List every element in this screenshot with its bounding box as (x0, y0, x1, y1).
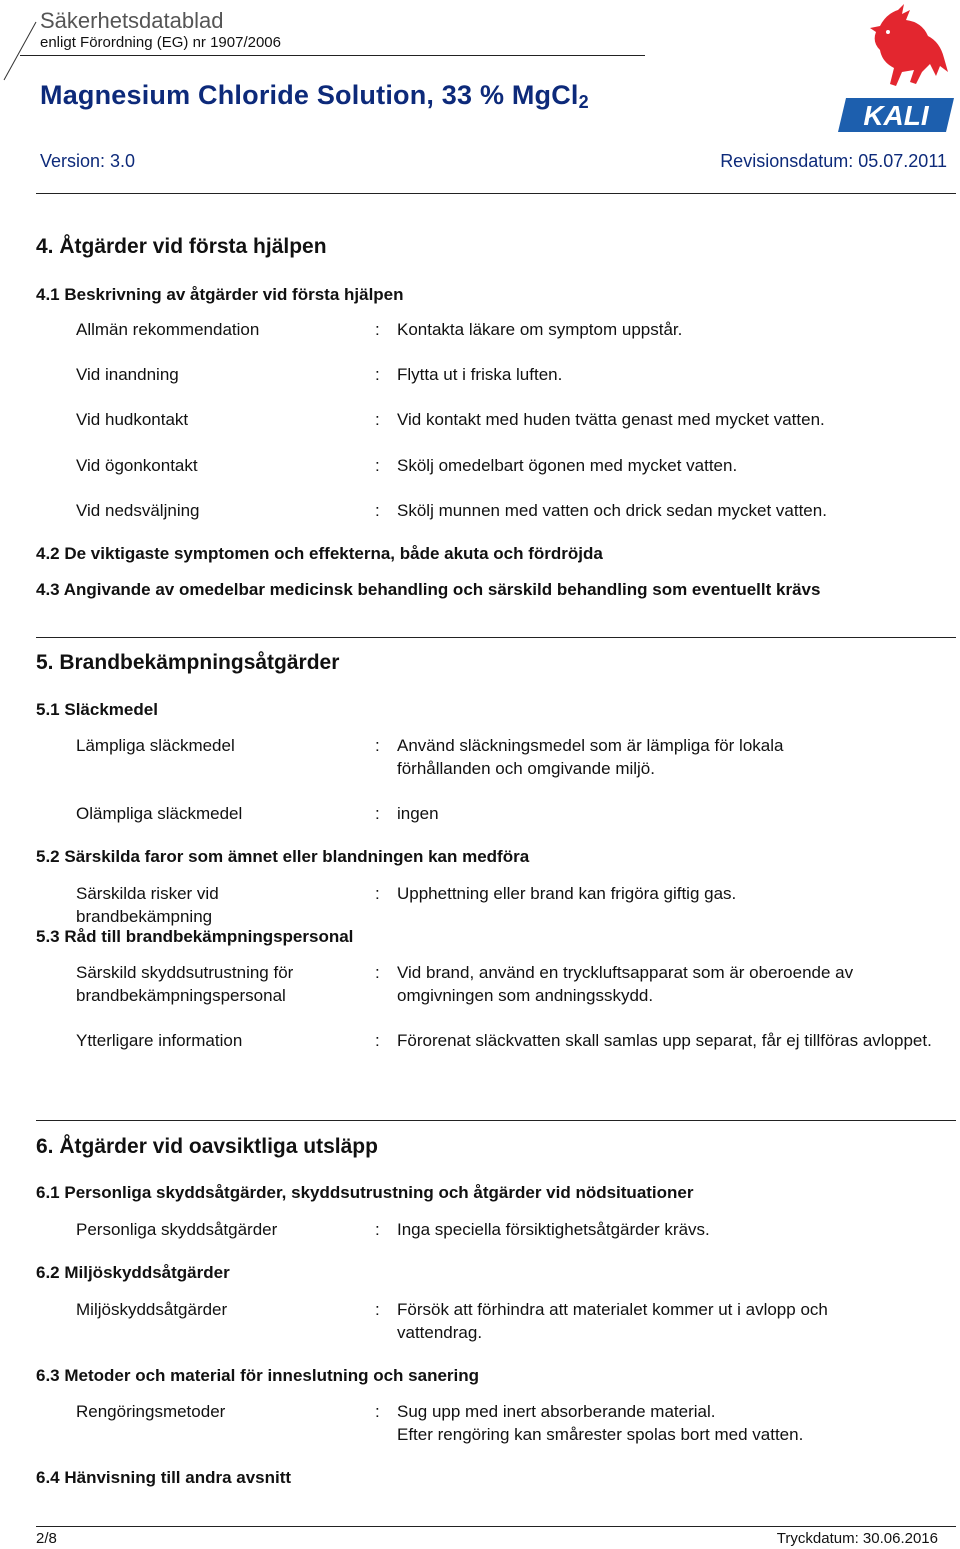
section-6-4-title: 6.4 Hänvisning till andra avsnitt (36, 1468, 292, 1487)
field-colon: : (375, 456, 380, 475)
section-5-3-title: 5.3 Råd till brandbekämpningspersonal (36, 927, 354, 946)
field-colon: : (375, 736, 380, 755)
field-label: Miljöskyddsåtgärder (76, 1300, 228, 1319)
field-label: Särskilda risker vid brandbekämpning (76, 884, 219, 926)
field-colon: : (375, 1300, 380, 1319)
section-4-3-title: 4.3 Angivande av omedelbar medicinsk behandling och särskild behandling som eventuellt krävs (36, 580, 821, 599)
section-5-1-title: 5.1 Släckmedel (36, 700, 158, 719)
section-4-title: 4. Åtgärder vid första hjälpen (36, 235, 327, 258)
field-colon: : (375, 410, 380, 429)
field-label: Personliga skyddsåtgärder (76, 1220, 278, 1239)
field-colon: : (375, 365, 380, 384)
field-colon: : (375, 1220, 380, 1239)
field-label: Olämpliga släckmedel (76, 804, 243, 823)
field-value-continued: Efter rengöring kan smårester spolas bort med vatten. (397, 1425, 804, 1444)
print-date: Tryckdatum: 30.06.2016 (776, 1530, 938, 1547)
field-value: Vid kontakt med huden tvätta genast med mycket vatten. (397, 410, 825, 429)
document-type: Säkerhetsdatablad (40, 8, 224, 33)
section-6-2-title: 6.2 Miljöskyddsåtgärder (36, 1263, 230, 1282)
field-label: Särskild skyddsutrustning för brandbekämpningspersonal (76, 963, 294, 1005)
product-name-subscript: 2 (578, 92, 589, 112)
field-colon: : (375, 320, 380, 339)
field-value: Inga speciella försiktighetsåtgärder krävs. (397, 1220, 710, 1239)
section-6-title: 6. Åtgärder vid oavsiktliga utsläpp (36, 1135, 378, 1158)
field-value: ingen (397, 804, 439, 823)
field-value: Skölj munnen med vatten och drick sedan mycket vatten. (397, 501, 827, 520)
version: Version: 3.0 (40, 151, 136, 171)
revision-date: Revisionsdatum: 05.07.2011 (720, 151, 947, 171)
section-5-2-title: 5.2 Särskilda faror som ämnet eller blandningen kan medföra (36, 847, 530, 866)
field-label: Vid inandning (76, 365, 179, 384)
bull-icon (870, 4, 948, 86)
section-divider (36, 637, 956, 638)
kali-logo (836, 2, 956, 132)
field-colon: : (375, 501, 380, 520)
section-4-1-title: 4.1 Beskrivning av åtgärder vid första hjälpen (36, 285, 404, 304)
section-divider (36, 1120, 956, 1121)
product-name: Magnesium Chloride Solution, 33 % MgCl$_2$ (40, 80, 589, 112)
field-value: Flytta ut i friska luften. (397, 365, 563, 384)
field-colon: : (375, 1402, 380, 1421)
header-divider (36, 193, 956, 194)
field-value: Förorenat släckvatten skall samlas upp separat, får ej tillföras avloppet. (397, 1031, 932, 1050)
field-value: Upphettning eller brand kan frigöra giftig gas. (397, 884, 737, 903)
regulation-reference: enligt Förordning (EG) nr 1907/2006 (40, 34, 281, 51)
field-label: Vid ögonkontakt (76, 456, 198, 475)
field-value: Skölj omedelbart ögonen med mycket vatten. (397, 456, 738, 475)
header-rule (20, 55, 645, 56)
field-label: Ytterligare information (76, 1031, 243, 1050)
logo-text: KALI (863, 100, 929, 131)
field-label: Allmän rekommendation (76, 320, 260, 339)
header-slash-decoration (0, 0, 40, 90)
field-label: Vid hudkontakt (76, 410, 189, 429)
field-colon: : (375, 884, 380, 903)
footer-rule (36, 1526, 956, 1527)
section-4-2-title: 4.2 De viktigaste symptomen och effekterna, både akuta och fördröjda (36, 544, 603, 563)
field-colon: : (375, 963, 380, 982)
field-value: Försök att förhindra att materialet kommer ut i avlopp och vattendrag. (397, 1300, 828, 1342)
field-label: Lämpliga släckmedel (76, 736, 235, 755)
section-6-1-title: 6.1 Personliga skyddsåtgärder, skyddsutrustning och åtgärder vid nödsituationer (36, 1183, 694, 1202)
section-6-3-title: 6.3 Metoder och material för inneslutning och sanering (36, 1366, 480, 1385)
field-label: Rengöringsmetoder (76, 1402, 226, 1421)
field-value: Vid brand, använd en tryckluftsapparat som är oberoende av omgivningen som andningsskydd. (397, 963, 854, 1005)
field-value: Sug upp med inert absorberande material. (397, 1402, 716, 1421)
field-value: Använd släckningsmedel som är lämpliga för lokala förhållanden och omgivande miljö. (397, 736, 784, 778)
page-number: 2/8 (36, 1530, 57, 1547)
field-colon: : (375, 1031, 380, 1050)
field-value: Kontakta läkare om symptom uppstår. (397, 320, 683, 339)
field-label: Vid nedsväljning (76, 501, 200, 520)
section-5-title: 5. Brandbekämpningsåtgärder (36, 651, 340, 674)
field-colon: : (375, 804, 380, 823)
